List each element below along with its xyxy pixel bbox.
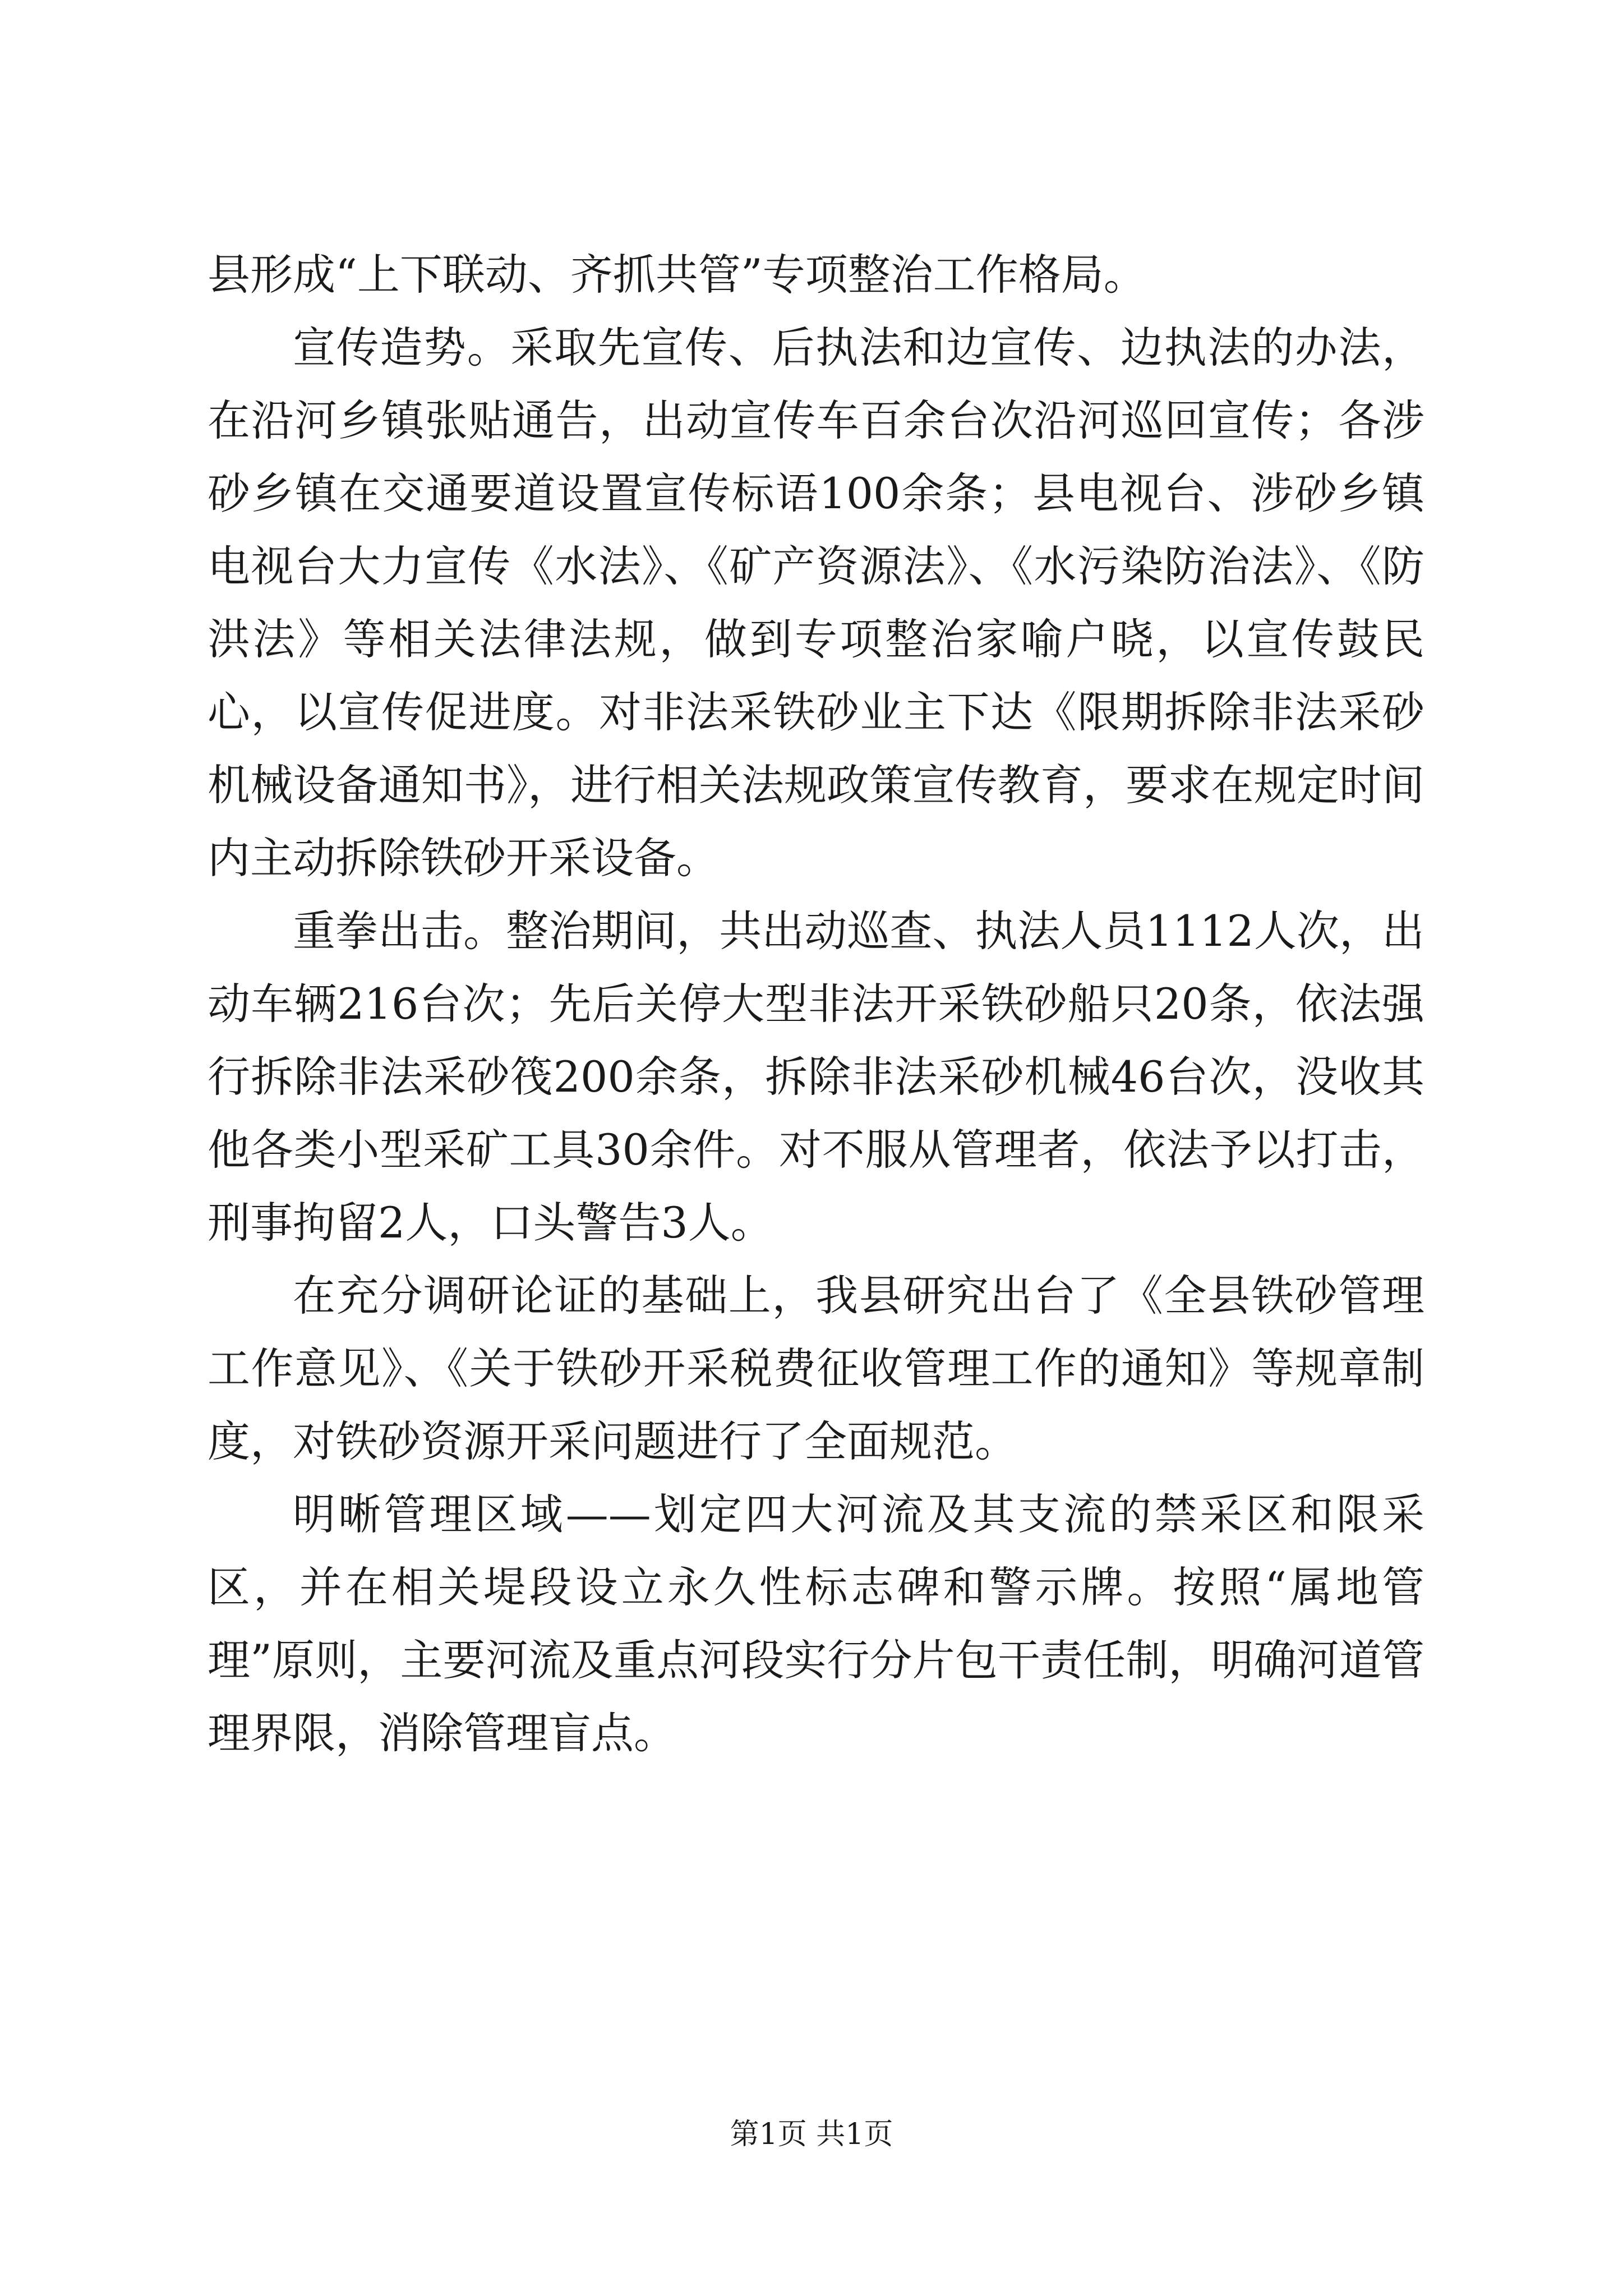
paragraph-crackdown: 重拳出击。整治期间，共出动巡查、执法人员1112人次，出动车辆216台次；先后关停大型非法开采铁砂船只20条，依法强行拆除非法采砂筏200余条，拆除非法采砂机械46台次，没收其他各类小型采矿工具30余件。对不服从管理者，依法予以打击，刑事拘留2人，口头警告3人。 [208, 906, 1424, 1248]
document-body [208, 238, 1424, 1770]
paragraph-regulations: 在充分调研论证的基础上，我县研究出台了《全县铁砂管理工作意见》、《关于铁砂开采税费征收管理工作的通知》等规章制度，对铁砂资源开采问题进行了全面规范。 [208, 1271, 1424, 1466]
paragraph-publicity: 宣传造势。采取先宣传、后执法和边宣传、边执法的办法，在沿河乡镇张贴通告，出动宣传车百余台次沿河巡回宣传；各涉砂乡镇在交通要道设置宣传标语100余条；县电视台、涉砂乡镇电视台大力宣传《水法》、《矿产资源法》、《水污染防治法》、《防洪法》等相关法律法规，做到专项整治家喻户晓，以宣传鼓民心，以宣传促进度。对非法采铁砂业主下达《限期拆除非法采砂机械设备通知书》，进行相关法规政策宣传教育，要求在规定时间内主动拆除铁砂开采设备。 [208, 323, 1424, 883]
page-footer: 第1页 共1页 [730, 2118, 893, 2151]
paragraph-management-areas: 明晰管理区域——划定四大河流及其支流的禁采区和限采区，并在相关堤段设立永久性标志碑和警示牌。按照“属地管理”原则，主要河流及重点河段实行分片包干责任制，明确河道管理界限，消除管理盲点。 [208, 1489, 1424, 1758]
paragraph-continuation: 县形成“上下联动、齐抓共管”专项整治工作格局。 [208, 250, 1146, 300]
